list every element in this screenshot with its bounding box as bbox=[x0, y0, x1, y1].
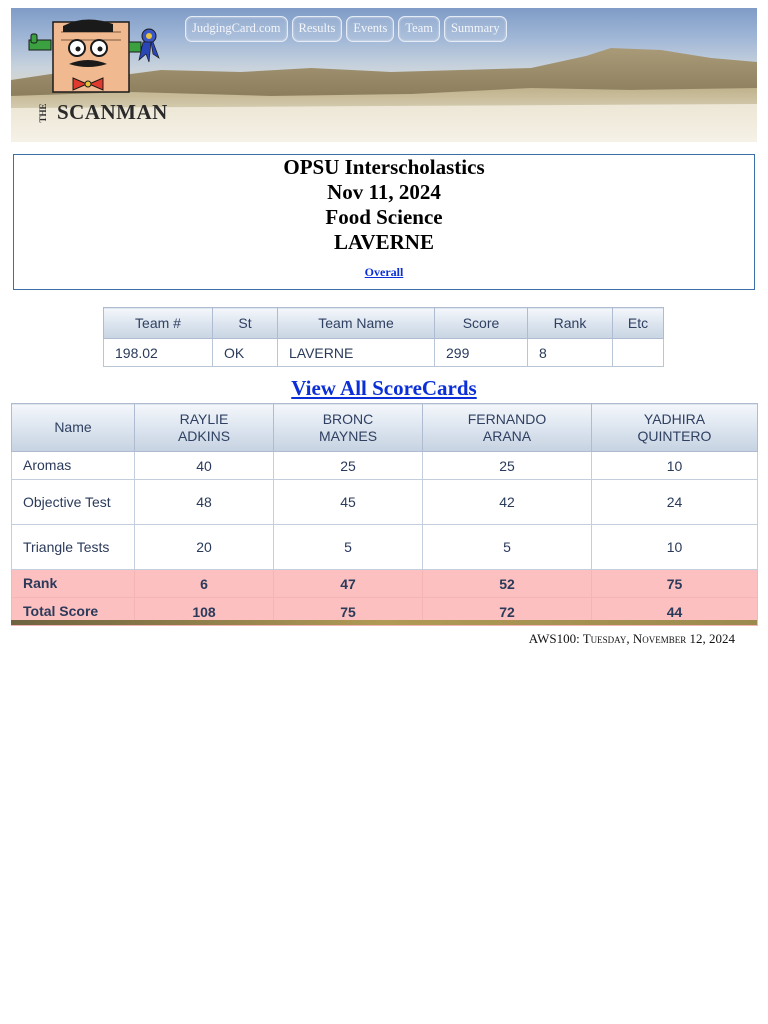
nav-judgingcard[interactable]: JudgingCard.com bbox=[185, 16, 288, 42]
score-cell: 25 bbox=[274, 452, 423, 480]
team-rank: 8 bbox=[528, 339, 613, 367]
rank-cell: 75 bbox=[592, 570, 758, 598]
header-team-name: Team Name bbox=[278, 308, 435, 339]
table-row bbox=[12, 452, 758, 480]
rank-cell: 47 bbox=[274, 570, 423, 598]
member-header[interactable]: RAYLIE ADKINS bbox=[135, 404, 274, 452]
table-row bbox=[104, 339, 664, 367]
team-number: 198.02 bbox=[104, 339, 213, 367]
nav-results[interactable]: Results bbox=[292, 16, 343, 42]
total-cell: 72 bbox=[423, 598, 592, 626]
view-all-scorecards-link[interactable]: View All ScoreCards bbox=[291, 376, 477, 400]
score-cell: 20 bbox=[135, 525, 274, 570]
header-state: St bbox=[213, 308, 278, 339]
team-state: OK bbox=[213, 339, 278, 367]
nav-summary[interactable]: Summary bbox=[444, 16, 507, 42]
team-score: 299 bbox=[435, 339, 528, 367]
score-cell: 40 bbox=[135, 452, 274, 480]
footer-timestamp: AWS100: Tuesday, November 12, 2024 bbox=[528, 631, 735, 646]
logo-the: THE bbox=[38, 103, 48, 123]
row-label: Objective Test bbox=[12, 480, 135, 525]
rank-cell: 52 bbox=[423, 570, 592, 598]
scanman-mascot-icon bbox=[25, 12, 165, 102]
header-score: Score bbox=[435, 308, 528, 339]
overall-link[interactable]: Overall bbox=[364, 265, 404, 279]
team-name: LAVERNE bbox=[278, 339, 435, 367]
contest-date: Nov 11, 2024 bbox=[327, 180, 441, 204]
contest-info-box bbox=[13, 154, 755, 290]
score-cell: 5 bbox=[423, 525, 592, 570]
score-cell: 10 bbox=[592, 452, 758, 480]
row-label: Total Score bbox=[12, 598, 135, 626]
header-name: Name bbox=[12, 404, 135, 452]
member-header[interactable]: YADHIRA QUINTERO bbox=[592, 404, 758, 452]
team-table-header bbox=[104, 308, 664, 339]
score-cell: 42 bbox=[423, 480, 592, 525]
score-cell: 10 bbox=[592, 525, 758, 570]
rank-cell: 6 bbox=[135, 570, 274, 598]
total-cell: 44 bbox=[592, 598, 758, 626]
team-etc bbox=[613, 339, 664, 367]
table-row bbox=[12, 480, 758, 525]
member-header[interactable]: BRONC MAYNES bbox=[274, 404, 423, 452]
logo-scanman: SCANMAN bbox=[57, 100, 168, 124]
header-rank: Rank bbox=[528, 308, 613, 339]
table-row bbox=[12, 525, 758, 570]
scanman-mascot bbox=[25, 12, 165, 107]
header-banner bbox=[11, 8, 757, 142]
score-cell: 48 bbox=[135, 480, 274, 525]
row-label: Triangle Tests bbox=[12, 525, 135, 570]
member-header[interactable]: FERNANDO ARANA bbox=[423, 404, 592, 452]
contest-name: OPSU Interscholastics bbox=[283, 155, 485, 179]
scorecards-link-wrap bbox=[0, 376, 768, 401]
row-label: Rank bbox=[12, 570, 135, 598]
score-table-header bbox=[12, 404, 758, 452]
score-cell: 45 bbox=[274, 480, 423, 525]
score-cell: 25 bbox=[423, 452, 592, 480]
nav-team[interactable]: Team bbox=[398, 16, 440, 42]
header-etc: Etc bbox=[613, 308, 664, 339]
score-cell: 5 bbox=[274, 525, 423, 570]
team-table bbox=[103, 307, 664, 367]
header-team-number: Team # bbox=[104, 308, 213, 339]
score-cell: 24 bbox=[592, 480, 758, 525]
top-nav bbox=[185, 16, 507, 42]
nav-events[interactable]: Events bbox=[346, 16, 394, 42]
contest-team: LAVERNE bbox=[334, 230, 434, 254]
contest-event: Food Science bbox=[325, 205, 443, 229]
rank-row bbox=[12, 570, 758, 598]
total-cell: 75 bbox=[274, 598, 423, 626]
row-label: Aromas bbox=[12, 452, 135, 480]
score-table bbox=[11, 403, 758, 626]
footer-divider bbox=[11, 620, 757, 625]
total-cell: 108 bbox=[135, 598, 274, 626]
